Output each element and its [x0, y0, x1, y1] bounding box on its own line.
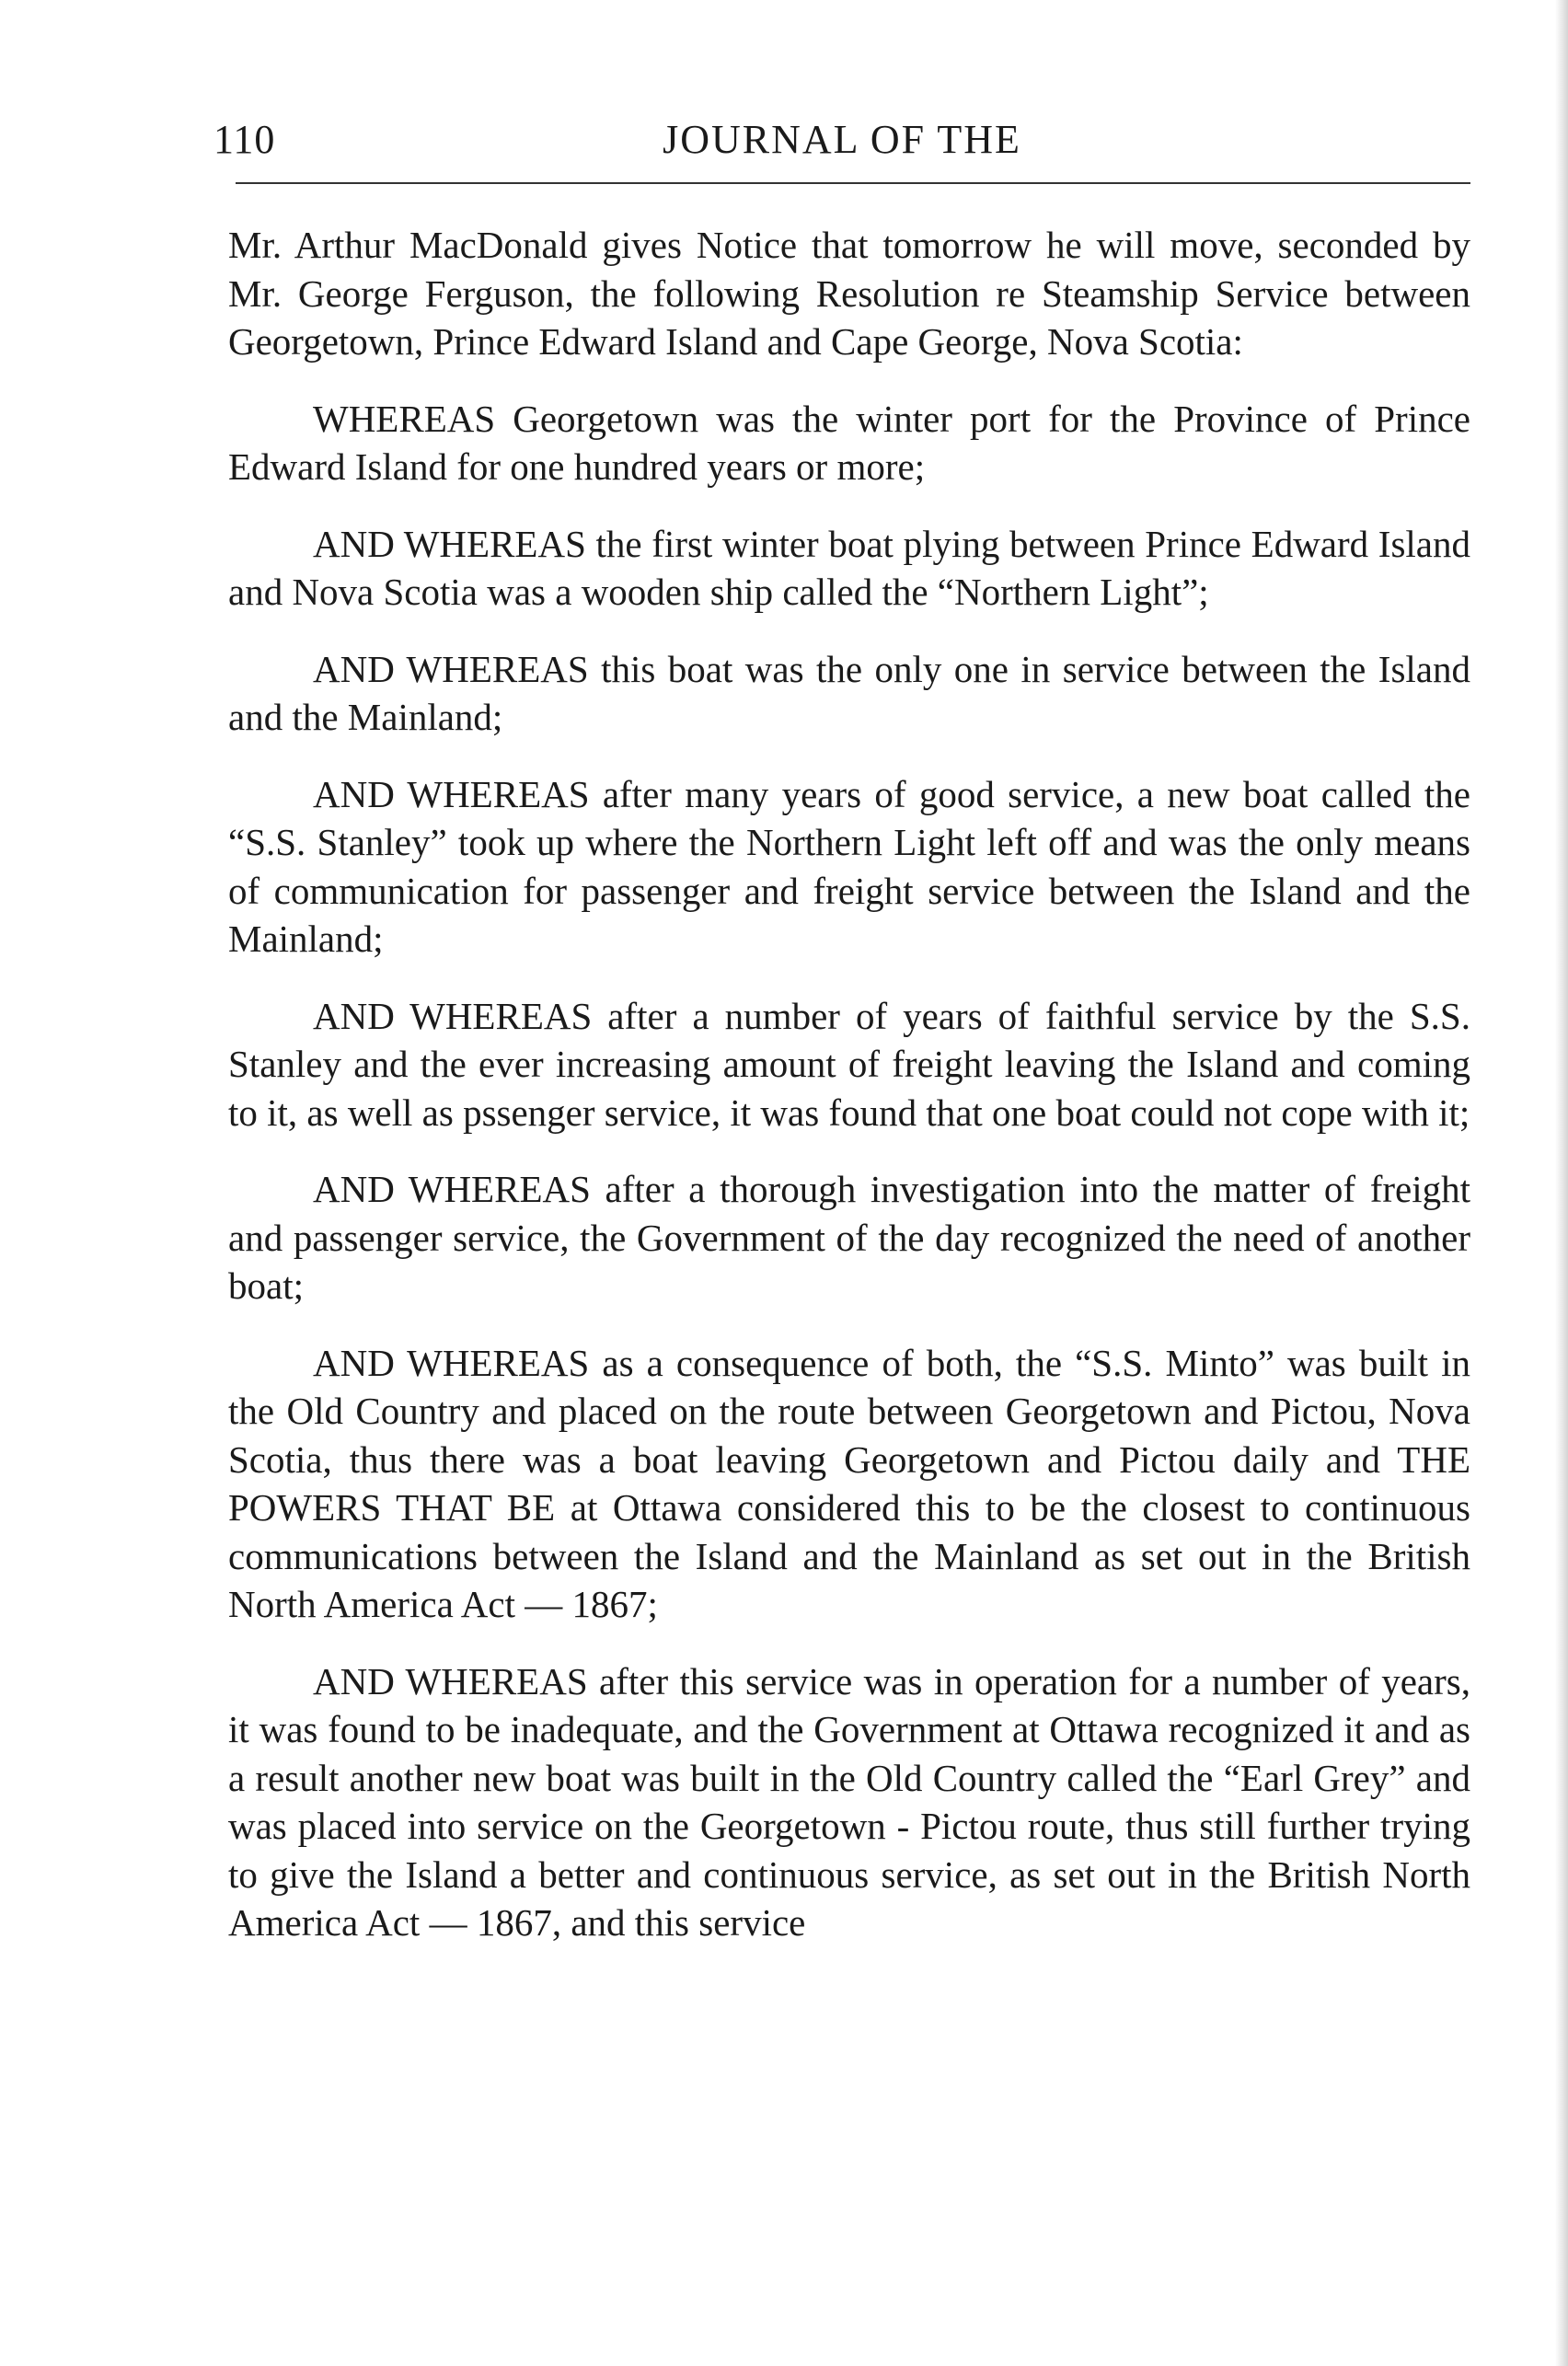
whereas-paragraph: AND WHEREAS after a thorough investigation into the matter of freight and passenger service, the Government of the day recognized the need of another boat;: [228, 1168, 1470, 1307]
whereas-paragraph: AND WHEREAS as a consequence of both, the “S.S. Minto” was built in the Old Country and placed on the route between Georgetown and Pictou, Nova Scotia, thus there was a boat leaving Georgetown and Pictou daily and THE POWERS THAT BE at Ottawa considered this to be the closest to continuous communications between the Island and the Mainland as set out in the British North America Act — 1867;: [228, 1341, 1470, 1625]
header-rule: [236, 182, 1470, 184]
whereas-paragraph: AND WHEREAS after many years of good service, a new boat called the “S.S. Stanley” took up where the Northern Light left off and was the only means of communication for passenger and freight service between the Island and the Mainland;: [228, 772, 1470, 960]
body-text: [228, 221, 1470, 1976]
whereas-paragraph: WHEREAS Georgetown was the winter port for the Province of Prince Edward Island for one hundred years or more;: [228, 397, 1470, 488]
whereas-paragraph: AND WHEREAS this boat was the only one in service between the Island and the Mainland;: [228, 647, 1470, 738]
whereas-paragraph: AND WHEREAS after a number of years of faithful service by the S.S. Stanley and the ever increasing amount of freight leaving the Island and coming to it, as well as pssenger service, it was found that one boat could not cope with it;: [228, 994, 1470, 1134]
running-head: [213, 110, 1470, 169]
notice-paragraph: Mr. Arthur MacDonald gives Notice that tomorrow he will move, seconded by Mr. George Ferguson, the following Resolution re Steamship Service between Georgetown, Prince Edward Island and Cape George, Nova Scotia:: [228, 224, 1470, 363]
page-edge-shadow: [1555, 0, 1568, 2366]
page-number: 110: [213, 117, 276, 162]
whereas-paragraph: AND WHEREAS after this service was in operation for a number of years, it was found to be inadequate, and the Government at Ottawa recognized it and as a result another new boat was built in the Old Country called the “Earl Grey” and was placed into service on the Georgetown - Pictou route, thus still further trying to give the Island a better and continuous service, as set out in the British North America Act — 1867, and this service: [228, 1659, 1470, 1944]
running-head-title: JOURNAL OF THE: [663, 117, 1021, 162]
whereas-paragraph: AND WHEREAS the first winter boat plying between Prince Edward Island and Nova Scotia was a wooden ship called the “Northern Light”;: [228, 522, 1470, 613]
